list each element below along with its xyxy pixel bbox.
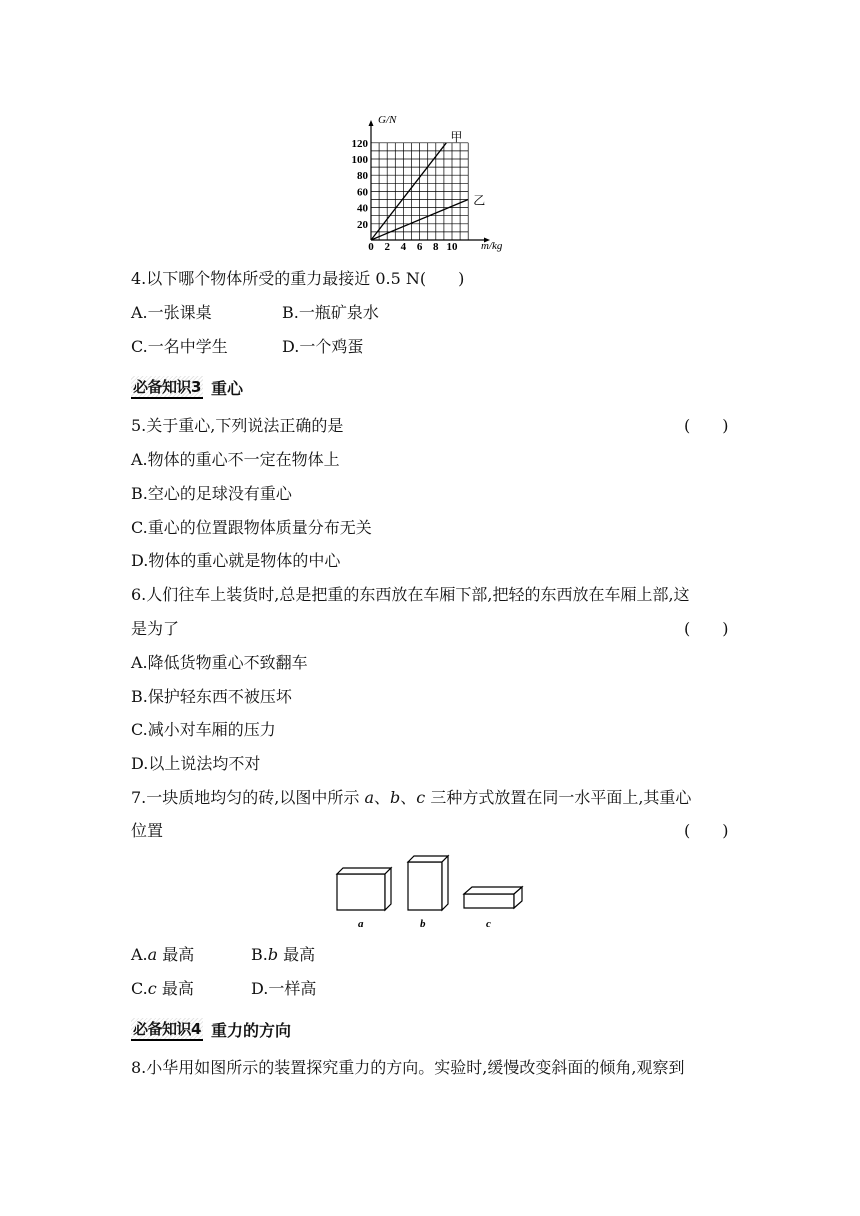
q8-stem: 8.小华用如图所示的装置探究重力的方向。实验时,缓慢改变斜面的倾角,观察到 bbox=[131, 1058, 685, 1077]
q6-option-a: A.降低货物重心不致翻车 bbox=[131, 653, 308, 672]
q6-stem-line2: 是为了 bbox=[131, 619, 180, 638]
q7-option-b: B.b 最高 bbox=[251, 945, 316, 964]
figure-label-c: c bbox=[486, 918, 491, 930]
y-axis-label: G/N bbox=[378, 114, 397, 126]
y-tick-label: 60 bbox=[357, 186, 368, 199]
section-badge: 必备知识3 bbox=[131, 376, 203, 399]
y-tick-label: 40 bbox=[357, 202, 368, 215]
q6-answer-paren: ( ) bbox=[684, 619, 729, 638]
q7-answer-paren: ( ) bbox=[684, 821, 729, 840]
q7-option-d: D.一样高 bbox=[251, 979, 317, 998]
x-tick-label: 0 bbox=[368, 241, 374, 253]
q7-stem-line2: 位置 bbox=[131, 821, 164, 840]
gravity-mass-chart bbox=[340, 112, 503, 253]
y-tick-label: 20 bbox=[357, 218, 368, 231]
q5-option-d: D.物体的重心就是物体的中心 bbox=[131, 551, 341, 570]
x-axis-label: m/kg bbox=[481, 240, 503, 252]
y-axis-arrow bbox=[369, 120, 374, 126]
x-tick-label: 8 bbox=[433, 241, 439, 253]
q5-option-c: C.重心的位置跟物体质量分布无关 bbox=[131, 518, 372, 537]
section-title: 重力的方向 bbox=[210, 1020, 291, 1040]
q5-option-b: B.空心的足球没有重心 bbox=[131, 484, 292, 503]
q6-stem-line1: 6.人们往车上装货时,总是把重的东西放在车厢下部,把轻的东西放在车厢上部,这 bbox=[131, 585, 690, 604]
x-tick-label: 6 bbox=[416, 241, 423, 253]
q6-option-c: C.减小对车厢的压力 bbox=[131, 720, 276, 739]
q4-option-d: D.一个鸡蛋 bbox=[282, 337, 364, 356]
q7-option-a: A.a 最高 bbox=[131, 945, 195, 964]
chart-grid bbox=[371, 143, 468, 240]
series-label-1: 甲 bbox=[450, 129, 463, 144]
section-title: 重心 bbox=[210, 378, 243, 398]
q6-option-b: B.保护轻东西不被压坏 bbox=[131, 687, 292, 706]
brick-b bbox=[408, 856, 448, 910]
section-heading-4 bbox=[131, 1017, 291, 1041]
y-tick-label: 80 bbox=[357, 170, 368, 183]
q6-option-d: D.以上说法均不对 bbox=[131, 754, 261, 773]
q4-option-c: C.一名中学生 bbox=[131, 337, 228, 356]
figure-label-a: a bbox=[358, 918, 364, 930]
q4-option-a: A.一张课桌 bbox=[131, 303, 212, 322]
x-tick-label: 4 bbox=[400, 241, 407, 253]
q5-answer-paren: ( ) bbox=[684, 416, 729, 435]
q4-option-b: B.一瓶矿泉水 bbox=[282, 303, 379, 322]
x-tick-label: 10 bbox=[446, 241, 458, 253]
q7-stem-line1: 7.一块质地均匀的砖,以图中所示 a、b、c 三种方式放置在同一水平面上,其重心 bbox=[131, 788, 692, 807]
q4-stem: 4.以下哪个物体所受的重力最接近 0.5 N( ) bbox=[131, 269, 465, 288]
q5-stem: 5.关于重心,下列说法正确的是 bbox=[131, 416, 344, 435]
section-heading-3 bbox=[131, 375, 243, 399]
y-tick-label: 120 bbox=[351, 137, 368, 150]
y-tick-label: 100 bbox=[351, 154, 368, 166]
x-tick-label: 2 bbox=[384, 241, 390, 253]
brick-orientations-figure bbox=[330, 852, 530, 934]
series-label-2: 乙 bbox=[473, 193, 486, 208]
figure-label-b: b bbox=[420, 918, 426, 930]
brick-c bbox=[464, 887, 522, 908]
brick-a bbox=[337, 868, 391, 910]
q5-option-a: A.物体的重心不一定在物体上 bbox=[131, 450, 340, 469]
q7-option-c: C.c 最高 bbox=[131, 979, 194, 998]
section-badge: 必备知识4 bbox=[131, 1018, 203, 1041]
